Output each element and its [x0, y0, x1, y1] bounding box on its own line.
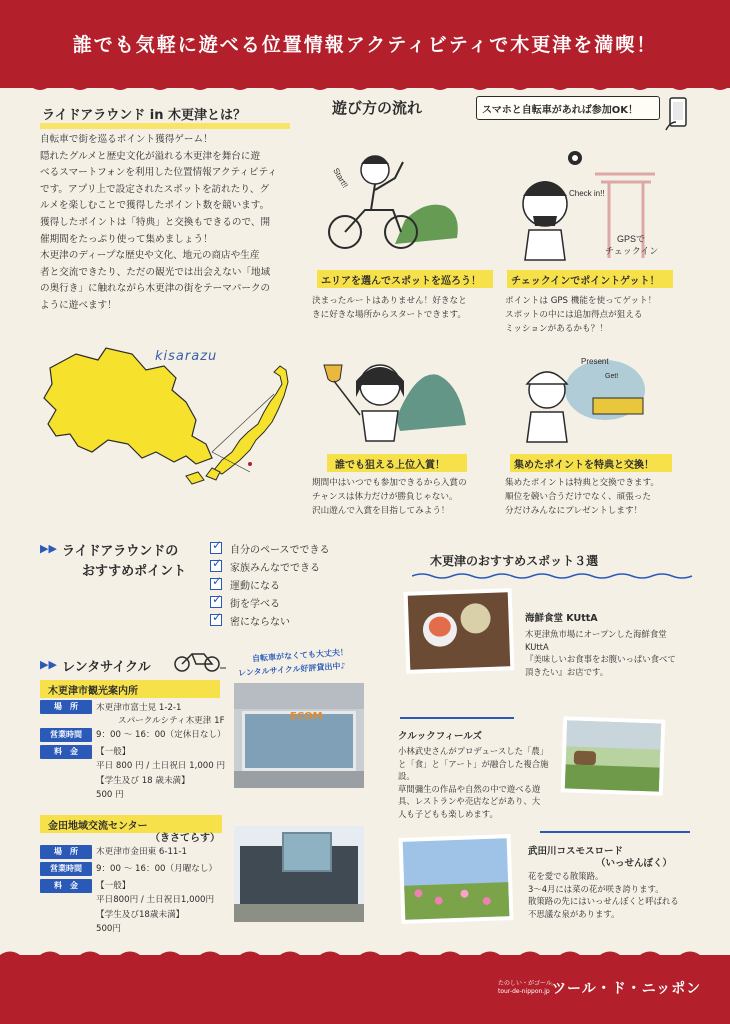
place-1-fee-student: 500 円	[96, 790, 124, 800]
spot-2-photo	[561, 716, 666, 796]
cyclist-illustration	[315, 140, 465, 260]
step-4-label: 集めたポイントを特典と交換！	[514, 460, 654, 471]
step-4-desc-line: 順位を競い合うだけでなく、頑張った	[505, 492, 651, 502]
footer-tagline	[498, 980, 558, 996]
spot-3-desc-line: 花を愛でる散策路。	[528, 871, 604, 881]
place-2-tag-hours: 営業時間	[40, 862, 92, 876]
spot-3-desc-line: 3～4月には菜の花が咲き誇ります。	[528, 883, 664, 894]
spots-title-wave	[412, 572, 702, 580]
spot-3-photo	[399, 834, 514, 924]
top-banner-wave	[0, 80, 730, 96]
place-1-address: 木更津市富士見 1-2-1	[96, 703, 182, 713]
rental-note-1: 自転車がなくても大丈夫！	[251, 647, 349, 664]
spot-2-desc-line: と「食」と「アート」が融合した複合施設。	[398, 758, 549, 782]
rental-title: レンタサイクル	[62, 660, 151, 675]
spot-3-name: 武田川コスモスロード	[528, 846, 624, 857]
place-1-tag-address: 場 所	[40, 700, 92, 714]
place-2-tag-address: 場 所	[40, 845, 92, 859]
step-2-desc-line: ポイントは GPS 機能を使ってゲット！	[505, 296, 657, 306]
place-1-tag-hours: 営業時間	[40, 728, 92, 742]
footer-logo: ツール・ド・ニッポン	[552, 981, 702, 997]
place-2-photo	[234, 826, 364, 922]
place-1-address-2: スパークルシティ木更津 1F	[118, 716, 225, 726]
place-2-fee-general: 【一般】	[96, 881, 131, 891]
intro-line: の奥行き」に触れながら木更津の街をテーマパークの	[40, 283, 271, 295]
spot-1-photo	[404, 588, 515, 674]
footer-tagline-line: たのしい・がゴール。	[498, 980, 558, 987]
intro-line: 隠れたグルメと歴史文化が溢れる木更津を舞台に遊	[40, 150, 261, 162]
spots-title: 木更津のおすすめスポット３選	[430, 554, 599, 568]
check-mark-icon: ✓	[212, 574, 223, 588]
checkin-art-text: Check in!!	[569, 189, 605, 198]
intro-title: ライドアラウンド in 木更津とは？	[42, 108, 246, 123]
spot-1-desc-line: KUttA	[525, 641, 549, 652]
point-item: 自分のペースでできる	[230, 545, 330, 556]
intro-line: 催期間をたっぷり使って集めましょう！	[40, 233, 213, 245]
step-3-label: 誰でも狙える上位入賞！	[335, 460, 445, 471]
step-1-label: エリアを選んでスポットを巡ろう！	[321, 276, 481, 287]
spot-3-desc	[528, 870, 708, 920]
spot-2-underline	[400, 717, 514, 719]
step-3-desc-line: 沢山遊んで入賞を目指してみよう！	[312, 506, 450, 516]
place-2-name: 金田地域交流センター	[48, 821, 148, 832]
spot-3-underline	[540, 831, 690, 833]
point-item: 密にならない	[230, 617, 290, 628]
check-mark-icon: ✓	[212, 610, 223, 624]
step-2-desc-line: ミッションがあるかも？！	[505, 324, 608, 334]
step-4-desc-line: 分だけみんなにプレゼントします！	[505, 506, 643, 516]
spot-2-desc	[398, 745, 558, 821]
step-3-desc	[312, 476, 467, 518]
present-art-text: Present	[581, 357, 609, 366]
present-illustration	[515, 350, 665, 450]
banner-title: 誰でも気軽に遊べる位置情報アクティビティで木更津を満喫！	[72, 34, 658, 56]
points-title-2: おすすめポイント	[82, 564, 187, 579]
place-1-fee-adult: 平日 800 円 / 土日祝日 1,000 円	[96, 761, 226, 771]
place-2-name-reading: （きさてらす）	[150, 833, 220, 844]
step-1-desc	[312, 294, 467, 322]
spot-2-desc-line: 人も子どもも楽しめます。	[398, 808, 498, 819]
spot-1-name: 海鮮食堂 KUttA	[525, 613, 598, 624]
step-4-desc-line: 集めたポイントは特典と交換できます。	[505, 478, 660, 488]
point-item: 街を学べる	[230, 599, 280, 610]
place-2-hours: 9：00 ～ 16：00（月曜なし）	[96, 864, 218, 874]
bicycle-icon	[172, 648, 228, 672]
spot-2-desc-line: 小林武史さんがプロデュースした「農」	[398, 746, 549, 756]
intro-title-highlight	[40, 123, 290, 129]
place-1-name: 木更津市観光案内所	[48, 686, 138, 697]
intro-line: 獲得したポイントは「特典」と交換もできるので、開	[40, 216, 271, 228]
place-2-fee-student: 500円	[96, 924, 121, 934]
point-item: 家族みんなでできる	[230, 563, 320, 574]
intro-line: 自転車で街を巡るポイント獲得ゲーム！	[40, 134, 213, 145]
spot-1-desc-line: 木更津魚市場にオープンした海鮮食堂	[525, 629, 667, 639]
points-title-1: ライドアラウンドの	[62, 544, 179, 559]
intro-line: ように遊べます！	[40, 299, 117, 311]
intro-line: です。アプリ上で設定されたスポットを訪れたり、グ	[40, 183, 270, 195]
trophy-illustration	[320, 345, 470, 450]
place-2-address: 木更津市金田東 6-11-1	[96, 847, 187, 857]
place-2-tag-fee: 料 金	[40, 879, 92, 893]
step-2-label: チェックインでポイントゲット！	[511, 276, 660, 287]
check-mark-icon: ✓	[212, 556, 223, 570]
how-to-play-title: 遊び方の流れ	[332, 99, 423, 117]
spot-3-name-reading: （いっせんぼく）	[596, 858, 673, 869]
place-2-fee-adult: 平日800円 / 土日祝日1,000円	[96, 895, 215, 905]
gps-checkin-art-text: チェックイン	[605, 246, 659, 256]
place-1-photo-sign: ECOM	[290, 711, 323, 722]
intro-line: べるスマートフォンを利用した位置情報アクティビティ	[40, 167, 278, 179]
map-label: kisarazu	[155, 349, 218, 364]
place-1-hours: 9：00 ～ 16：00（定休日なし）	[96, 730, 226, 740]
step-1-desc-line: きに好きな場所からスタートできます。	[312, 310, 467, 320]
gps-art-text: GPSで	[617, 234, 646, 244]
point-item: 運動になる	[230, 581, 280, 592]
place-1-fee-student-label: 【学生及び 18 歳未満】	[96, 776, 190, 786]
intro-line: 木更津のディープな歴史や文化、地元の商店や生産	[40, 250, 260, 262]
rental-arrow-icon: ▶▶	[40, 658, 57, 671]
step-3-desc-line: 期間中はいつでも参加できるから入賞の	[312, 478, 467, 488]
rental-note-2: レンタルサイクル好評貸出中♪	[237, 661, 346, 678]
intro-line: 者と交流できたり、ただの観光では出会えない「地域	[40, 266, 271, 278]
smartphone-icon	[664, 96, 692, 132]
step-3-desc-line: チャンスは体力だけが勝負じゃない。	[312, 492, 458, 502]
check-mark-icon: ✓	[212, 538, 223, 552]
place-1-tag-fee: 料 金	[40, 745, 92, 759]
spot-2-desc-line: 具、レストランや売店などがあり、大	[398, 796, 541, 807]
intro-body	[40, 132, 302, 315]
spot-1-desc-line: 『美味しいお食事をお腹いっぱい食べて	[525, 654, 676, 665]
place-2-fee-student-label: 【学生及び18歳未満】	[96, 910, 185, 920]
spot-1-desc-line: 頂きたい』お店です。	[525, 666, 609, 677]
how-badge-text: スマホと自転車があれば参加OK！	[482, 105, 639, 116]
footer-url: tour-de-nippon.jp	[498, 988, 550, 995]
place-1-fee-general: 【一般】	[96, 747, 131, 757]
step-2-desc-line: スポットの中には追加得点が狙える	[505, 310, 643, 320]
points-arrow-icon: ▶▶	[40, 542, 57, 555]
start-art-text: Start!!	[331, 166, 350, 190]
checkin-illustration	[505, 150, 665, 262]
spot-3-desc-line: 散策路の先にはいっせんぼくと呼ばれる	[528, 896, 679, 907]
step-4-desc	[505, 476, 659, 518]
step-1-desc-line: 決まったルートはありません！好きなと	[312, 296, 467, 306]
spot-1-desc	[525, 628, 715, 678]
check-mark-icon: ✓	[212, 592, 223, 606]
get-art-text: Get!	[605, 373, 619, 380]
spot-2-name: クルックフィールズ	[398, 731, 482, 742]
place-1-photo	[234, 683, 364, 788]
spot-2-desc-line: 草間彌生の作品や自然の中で遊べる遊	[398, 783, 541, 794]
intro-line: ルメを楽しむことで獲得したポイント数を競います。	[40, 200, 270, 212]
step-2-desc	[505, 294, 656, 336]
spot-3-desc-line: 不思議な泉があります。	[528, 908, 620, 919]
